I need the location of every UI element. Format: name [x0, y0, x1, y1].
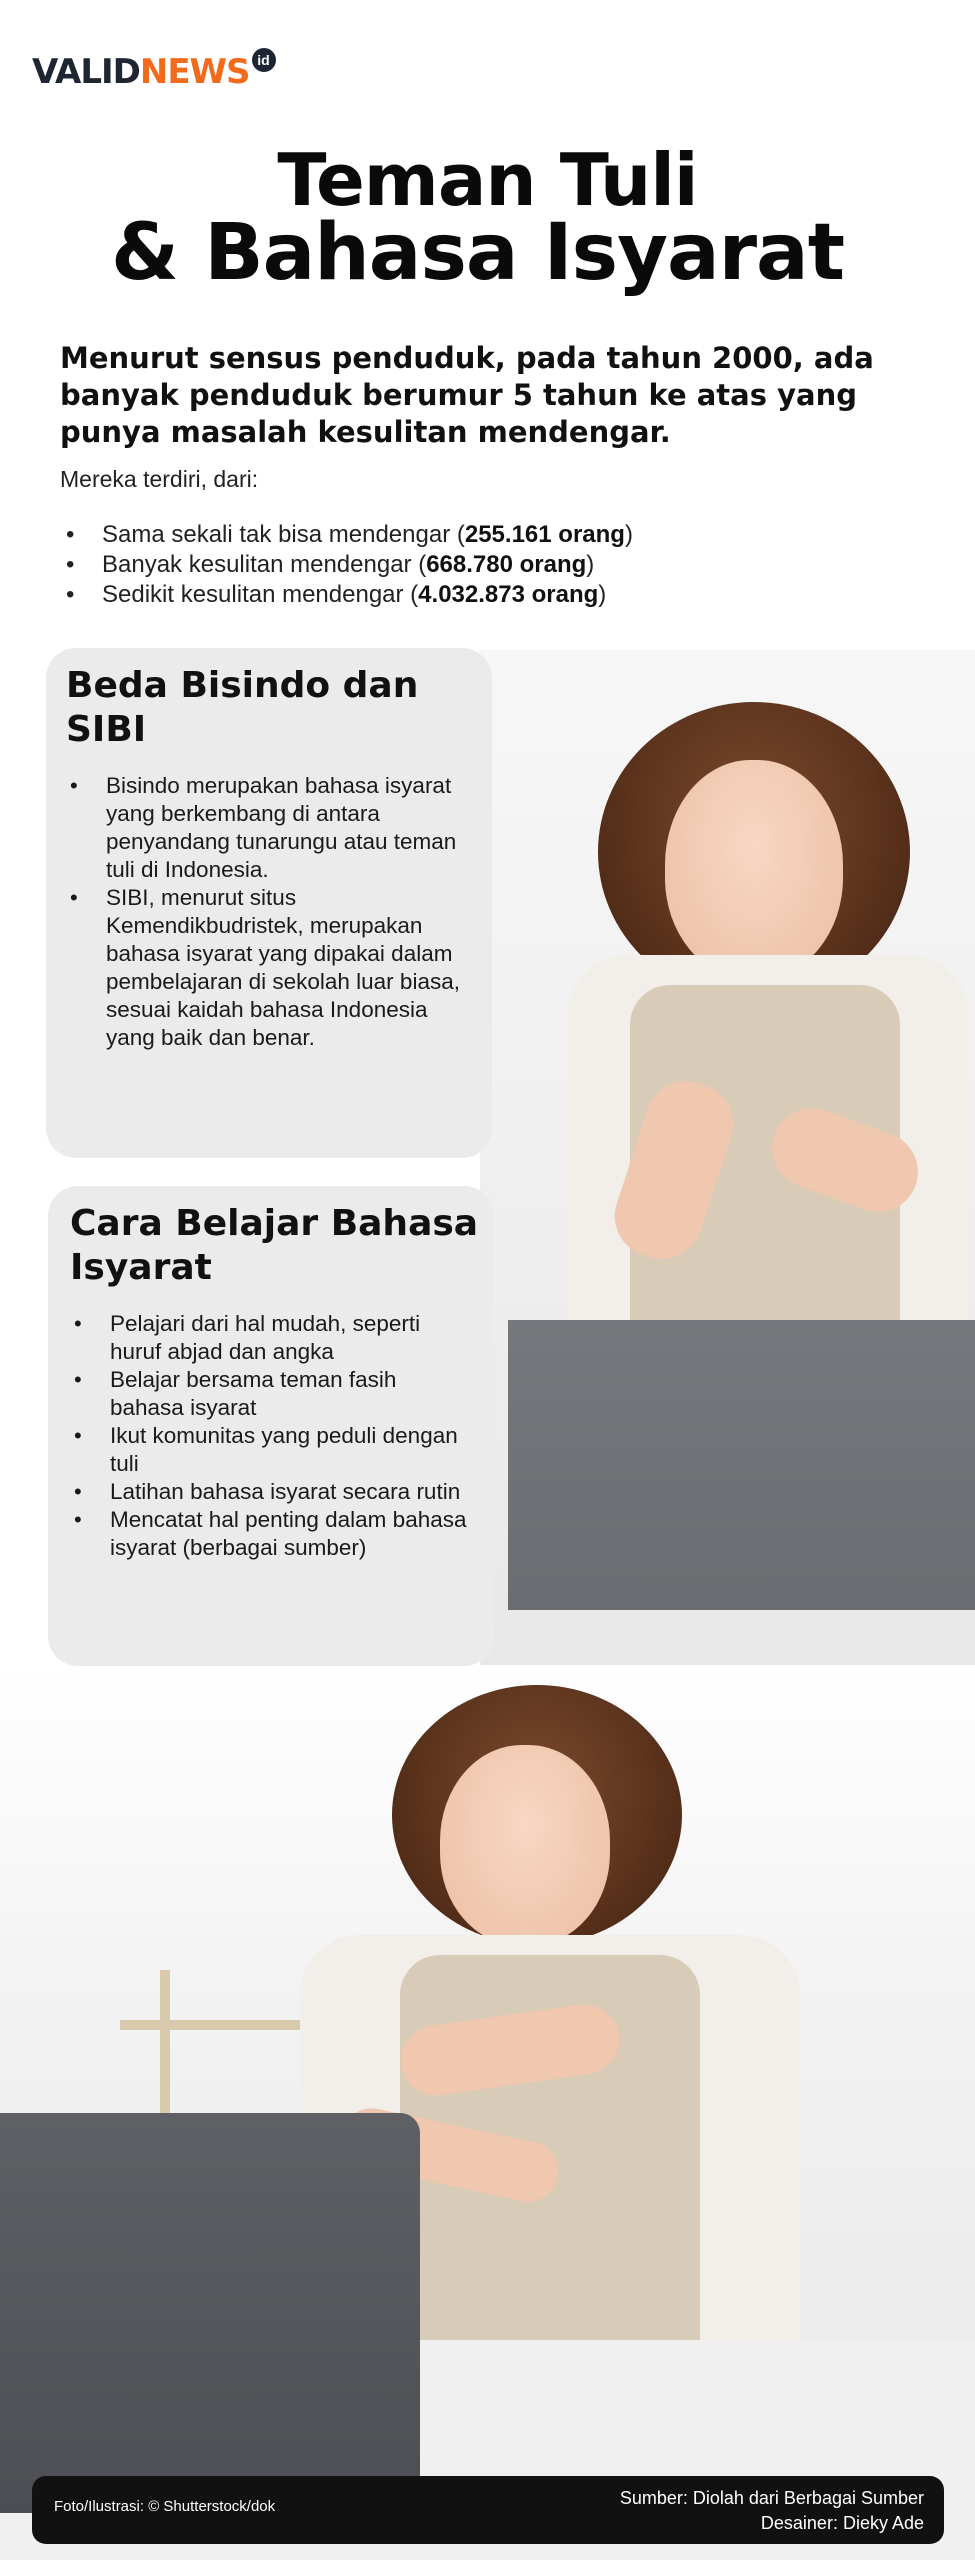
- stats-value: 4.032.873 orang: [418, 581, 599, 608]
- photo-woman-signing-2: [0, 1665, 975, 2560]
- list-item: • Ikut komunitas yang peduli dengan tuli: [72, 1422, 472, 1478]
- laptop-shape: [0, 2113, 420, 2513]
- list-item: • Bisindo merupakan bahasa isyarat yang berkembang di antara penyandang tunarungu atau teman tuli di Indonesia.: [68, 772, 468, 884]
- logo-news-text: NEWS: [139, 52, 250, 92]
- stats-value: 668.780 orang: [426, 551, 587, 578]
- stats-item: • Sama sekali tak bisa mendengar (255.161 orang): [62, 520, 633, 550]
- card-cara-belajar: [48, 1186, 494, 1666]
- title-line-1: Teman Tuli: [277, 138, 698, 222]
- footer-bar: [32, 2476, 944, 2544]
- shelf-post-shape: [160, 1970, 170, 2130]
- intro-paragraph: Menurut sensus penduduk, pada tahun 2000, ada banyak penduduk berumur 5 tahun ke atas yang punya masalah kesulitan mendengar.: [60, 341, 874, 449]
- logo-valid-text: VALID: [32, 52, 140, 92]
- validnews-logo[interactable]: [32, 52, 276, 92]
- list-item: • Belajar bersama teman fasih bahasa isyarat: [72, 1366, 472, 1422]
- photo-woman-signing-1: [480, 650, 975, 1665]
- list-item: • Latihan bahasa isyarat secara rutin: [72, 1478, 472, 1506]
- card-list: [72, 1310, 472, 1562]
- shelf-shape: [120, 2020, 320, 2030]
- designer-text: Desainer: Dieky Ade: [760, 2513, 924, 2533]
- list-item: • SIBI, menurut situs Kemendikbudristek, merupakan bahasa isyarat yang dipakai dalam pembelajaran di sekolah luar biasa, sesuai kaidah bahasa Indonesia yang baik dan benar.: [68, 884, 468, 1052]
- photo-credit: Foto/Ilustrasi: © Shutterstock/dok: [54, 2498, 276, 2515]
- card-title: Beda Bisindo dan SIBI: [66, 665, 419, 750]
- laptop-shape: [508, 1320, 975, 1610]
- logo-id-badge: id: [252, 48, 276, 72]
- stats-subheading: Mereka terdiri, dari:: [60, 466, 259, 492]
- card-bisindo-sibi: [46, 648, 492, 1158]
- stats-value: 255.161 orang: [464, 521, 625, 548]
- source-text: Sumber: Diolah dari Berbagai Sumber: [619, 2488, 924, 2508]
- card-list: [68, 772, 468, 1052]
- title-line-2: & Bahasa Isyarat: [111, 208, 844, 298]
- list-item: • Pelajari dari hal mudah, seperti huruf abjad dan angka: [72, 1310, 472, 1366]
- stats-item: • Sedikit kesulitan mendengar (4.032.873 orang): [62, 580, 633, 610]
- stats-item: • Banyak kesulitan mendengar (668.780 orang): [62, 550, 633, 580]
- stats-list: [62, 520, 633, 610]
- face-shape: [440, 1745, 610, 1945]
- card-title: Cara Belajar Bahasa Isyarat: [70, 1203, 479, 1288]
- face-shape: [665, 760, 843, 978]
- footer-right: [620, 2486, 924, 2536]
- list-item: • Mencatat hal penting dalam bahasa isyarat (berbagai sumber): [72, 1506, 472, 1562]
